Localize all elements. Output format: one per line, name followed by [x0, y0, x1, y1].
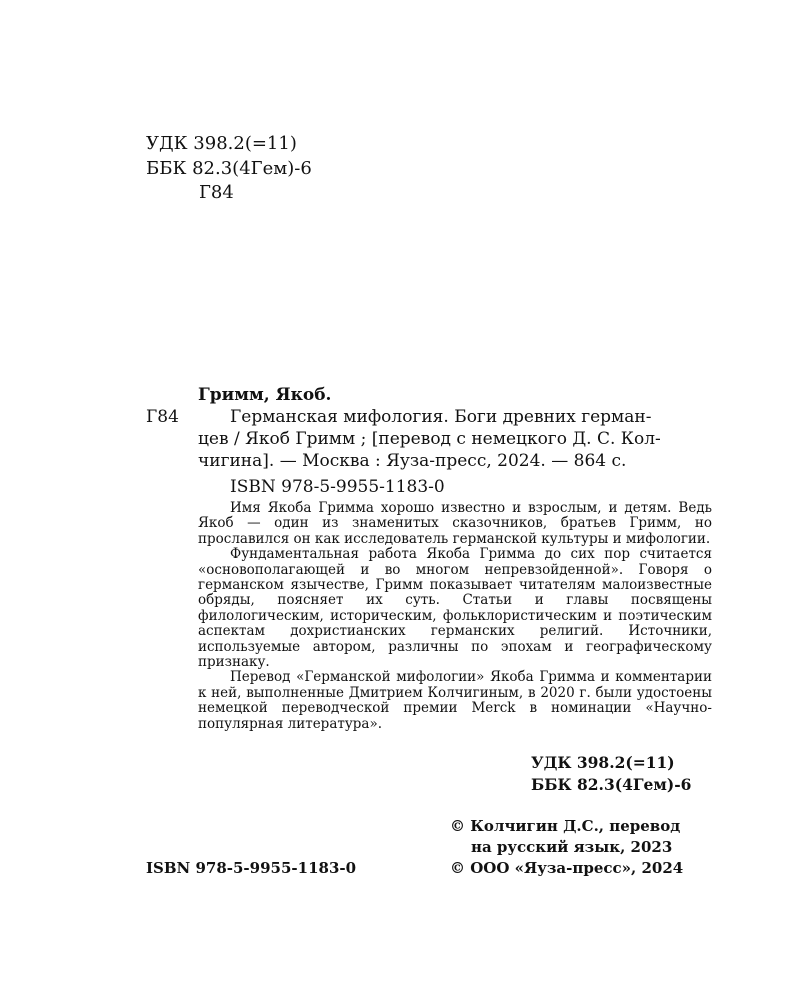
isbn: ISBN 978-5-9955-1183-0: [230, 477, 445, 497]
bibliographic-line: Германская мифология. Боги древних герман-: [230, 407, 652, 427]
bibliographic-line: цев / Якоб Гримм ; [перевод с немецкого Д. С. Кол-: [198, 429, 661, 449]
annotation-paragraph: Фундаментальная работа Якоба Гримма до сих пор считается «основополагающей и во многом непревзойденной». Говоря о германском язычестве, Гримм показывает читателям малоизвестные обряды, поясняет их суть. Статьи и главы посвящены филологическим, историческим, фольклористическим и поэтическим аспектам дохристианских германских религий. Источники, используемые автором, различны по эпохам и географическому признаку.: [198, 546, 712, 671]
isbn-bottom: ISBN 978-5-9955-1183-0: [146, 859, 357, 877]
author-sign-code: Г84: [199, 182, 234, 203]
bibliographic-author: Гримм, Якоб.: [198, 385, 332, 405]
annotation-paragraph: Имя Якоба Гримма хорошо известно и взрослым, и детям. Ведь Якоб — один из знаменитых сказочников, братьев Гримм, но прославился он как исследователь германской культуры и мифологии.: [198, 500, 712, 547]
udk-code-bottom: УДК 398.2(=11): [531, 753, 675, 772]
bibliographic-line: чигина]. — Москва : Яуза-пресс, 2024. — 864 с.: [198, 451, 627, 471]
copyright-translator: © Колчигин Д.С., перевод: [450, 817, 681, 835]
copyright-publisher: © ООО «Яуза-пресс», 2024: [450, 859, 684, 877]
bbk-code: ББК 82.3(4Гем)-6: [146, 158, 312, 179]
bbk-code-bottom: ББК 82.3(4Гем)-6: [531, 775, 692, 794]
copyright-translator-continued: на русский язык, 2023: [471, 838, 673, 856]
annotation: [198, 501, 712, 732]
udk-code: УДК 398.2(=11): [146, 133, 297, 154]
annotation-paragraph: Перевод «Германской мифологии» Якоба Гримма и комментарии к ней, выполненные Дмитрием Колчигиным, в 2020 г. были удостоены немецкой переводческой премии Merck в номинации «Научно-популярная литература».: [198, 669, 712, 732]
bibliographic-author-code: Г84: [146, 407, 179, 427]
